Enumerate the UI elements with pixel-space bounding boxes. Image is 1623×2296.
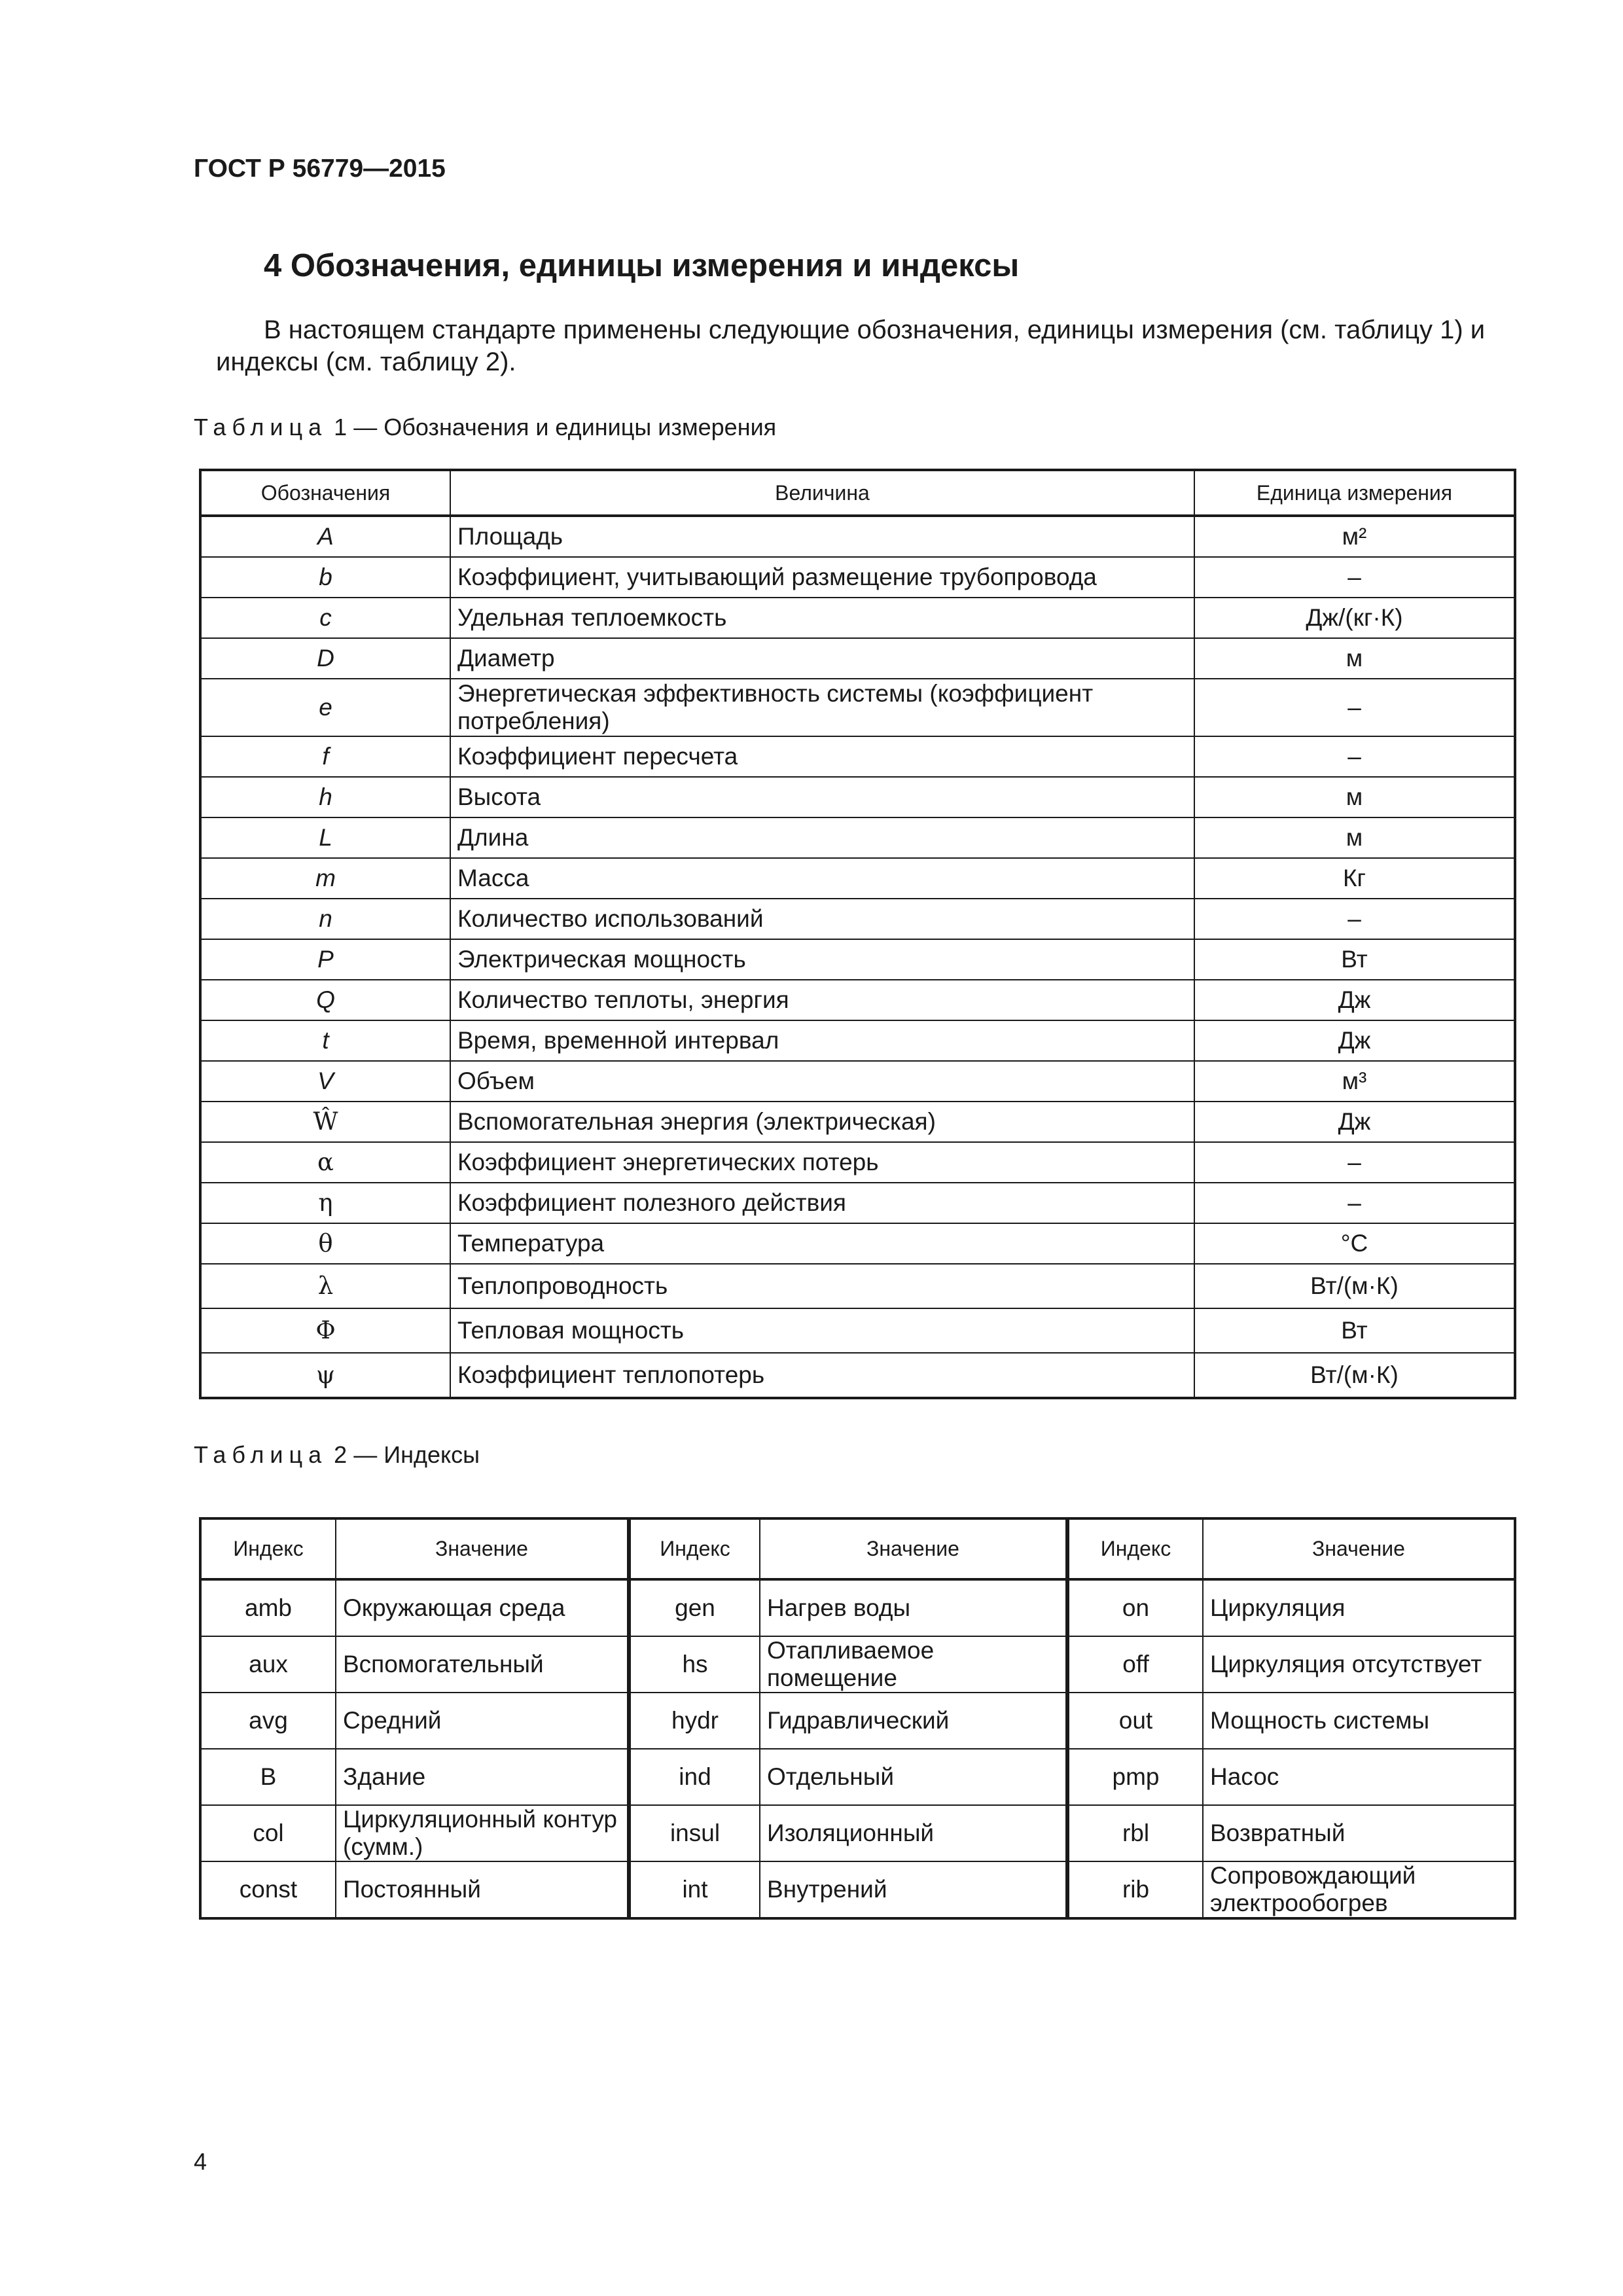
quantity-cell: Длина: [450, 817, 1194, 858]
symbol-cell: ψ: [200, 1353, 450, 1398]
table-row: [200, 1805, 1515, 1861]
table2-caption-text: 2 — Индексы: [334, 1441, 480, 1468]
meaning-cell: Циркуляция отсутствует: [1203, 1636, 1515, 1693]
quantity-cell: Площадь: [450, 516, 1194, 557]
table-row: [200, 638, 1515, 679]
table-row: [200, 1020, 1515, 1061]
symbol-cell: P: [200, 939, 450, 980]
symbol-cell: Ŵ: [200, 1102, 450, 1142]
unit-cell: м: [1194, 638, 1515, 679]
symbol-cell: A: [200, 516, 450, 557]
unit-cell: –: [1194, 1142, 1515, 1183]
table-row: [200, 1579, 1515, 1636]
table-row: [200, 1749, 1515, 1805]
table1-caption-prefix: Таблица: [194, 414, 328, 440]
index-cell: insul: [629, 1805, 760, 1861]
symbol-cell: f: [200, 736, 450, 777]
table-row: [200, 980, 1515, 1020]
unit-cell: –: [1194, 899, 1515, 939]
quantity-cell: Электрическая мощность: [450, 939, 1194, 980]
quantity-cell: Объем: [450, 1061, 1194, 1102]
symbol-cell: Φ: [200, 1308, 450, 1353]
table-row: [200, 516, 1515, 557]
column-header-symbol: Обозначения: [200, 470, 450, 516]
meaning-cell: Мощность системы: [1203, 1693, 1515, 1749]
table1-caption-text: 1 — Обозначения и единицы измерения: [334, 414, 777, 440]
quantity-cell: Коэффициент теплопотерь: [450, 1353, 1194, 1398]
table-row: [200, 858, 1515, 899]
index-cell: int: [629, 1861, 760, 1918]
unit-cell: м³: [1194, 1061, 1515, 1102]
symbol-cell: n: [200, 899, 450, 939]
table-row: [200, 1861, 1515, 1918]
index-cell: ind: [629, 1749, 760, 1805]
quantity-cell: Коэффициент энергетических потерь: [450, 1142, 1194, 1183]
unit-cell: м²: [1194, 516, 1515, 557]
meaning-cell: Нагрев воды: [760, 1579, 1067, 1636]
table-row: [200, 1102, 1515, 1142]
table2-caption-prefix: Таблица: [194, 1441, 328, 1468]
unit-cell: Вт/(м·К): [1194, 1353, 1515, 1398]
index-cell: rib: [1067, 1861, 1203, 1918]
unit-cell: °C: [1194, 1223, 1515, 1264]
index-cell: out: [1067, 1693, 1203, 1749]
indices-table: [199, 1517, 1516, 1920]
index-cell: hs: [629, 1636, 760, 1693]
symbol-cell: V: [200, 1061, 450, 1102]
column-header-quantity: Величина: [450, 470, 1194, 516]
meaning-cell: Средний: [336, 1693, 629, 1749]
index-cell: B: [200, 1749, 336, 1805]
quantity-cell: Количество теплоты, энергия: [450, 980, 1194, 1020]
quantity-cell: Теплопроводность: [450, 1264, 1194, 1308]
unit-cell: м: [1194, 817, 1515, 858]
table-row: [200, 817, 1515, 858]
table-header-row: [200, 1518, 1515, 1579]
symbol-cell: θ: [200, 1223, 450, 1264]
table-row: [200, 1183, 1515, 1223]
symbol-cell: D: [200, 638, 450, 679]
meaning-cell: Изоляционный: [760, 1805, 1067, 1861]
symbol-cell: L: [200, 817, 450, 858]
symbol-cell: h: [200, 777, 450, 817]
unit-cell: Дж/(кг·К): [1194, 598, 1515, 638]
meaning-cell: Циркуляция: [1203, 1579, 1515, 1636]
unit-cell: –: [1194, 557, 1515, 598]
table-row: [200, 1636, 1515, 1693]
quantity-cell: Количество использований: [450, 899, 1194, 939]
symbol-cell: c: [200, 598, 450, 638]
table1-caption: [194, 414, 776, 441]
intro-paragraph: В настоящем стандарте применены следующие обозначения, единицы измерения (см. таблицу 1) и индексы (см. таблицу 2).: [216, 315, 1486, 376]
table-row: [200, 1061, 1515, 1102]
unit-cell: Дж: [1194, 980, 1515, 1020]
quantity-cell: Коэффициент пересчета: [450, 736, 1194, 777]
unit-cell: Вт: [1194, 1308, 1515, 1353]
column-header-meaning: Значение: [760, 1518, 1067, 1579]
unit-cell: Вт: [1194, 939, 1515, 980]
quantity-cell: Время, временной интервал: [450, 1020, 1194, 1061]
table-row: [200, 899, 1515, 939]
meaning-cell: Постоянный: [336, 1861, 629, 1918]
page-number: 4: [194, 2148, 207, 2175]
column-header-index: Индекс: [200, 1518, 336, 1579]
quantity-cell: Тепловая мощность: [450, 1308, 1194, 1353]
index-cell: on: [1067, 1579, 1203, 1636]
index-cell: rbl: [1067, 1805, 1203, 1861]
table-row: [200, 777, 1515, 817]
table-row: [200, 598, 1515, 638]
index-cell: pmp: [1067, 1749, 1203, 1805]
quantity-cell: Вспомогательная энергия (электрическая): [450, 1102, 1194, 1142]
unit-cell: Дж: [1194, 1102, 1515, 1142]
meaning-cell: Здание: [336, 1749, 629, 1805]
quantity-cell: Масса: [450, 858, 1194, 899]
symbol-cell: b: [200, 557, 450, 598]
meaning-cell: Гидравлический: [760, 1693, 1067, 1749]
quantity-cell: Диаметр: [450, 638, 1194, 679]
table-row: [200, 557, 1515, 598]
table2-caption: [194, 1441, 480, 1469]
meaning-cell: Циркуляционный контур (сумм.): [336, 1805, 629, 1861]
unit-cell: Дж: [1194, 1020, 1515, 1061]
section-title: 4 Обозначения, единицы измерения и индексы: [264, 248, 1020, 283]
index-cell: avg: [200, 1693, 336, 1749]
symbol-cell: m: [200, 858, 450, 899]
symbol-cell: α: [200, 1142, 450, 1183]
table-row: [200, 939, 1515, 980]
column-header-meaning: Значение: [336, 1518, 629, 1579]
column-header-meaning: Значение: [1203, 1518, 1515, 1579]
symbol-cell: Q: [200, 980, 450, 1020]
table-row: [200, 736, 1515, 777]
table-row: [200, 1353, 1515, 1398]
index-cell: aux: [200, 1636, 336, 1693]
table-row: [200, 1308, 1515, 1353]
meaning-cell: Отдельный: [760, 1749, 1067, 1805]
meaning-cell: Насос: [1203, 1749, 1515, 1805]
index-cell: gen: [629, 1579, 760, 1636]
table-row: [200, 1223, 1515, 1264]
symbol-cell: λ: [200, 1264, 450, 1308]
column-header-index: Индекс: [1067, 1518, 1203, 1579]
quantity-cell: Температура: [450, 1223, 1194, 1264]
document-code: ГОСТ Р 56779—2015: [194, 154, 446, 183]
unit-cell: –: [1194, 679, 1515, 736]
table-row: [200, 1693, 1515, 1749]
unit-cell: –: [1194, 1183, 1515, 1223]
quantity-cell: Высота: [450, 777, 1194, 817]
index-cell: const: [200, 1861, 336, 1918]
meaning-cell: Окружающая среда: [336, 1579, 629, 1636]
unit-cell: Кг: [1194, 858, 1515, 899]
column-header-unit: Единица измерения: [1194, 470, 1515, 516]
meaning-cell: Сопровождающий электрообогрев: [1203, 1861, 1515, 1918]
table-row: [200, 1264, 1515, 1308]
quantity-cell: Удельная теплоемкость: [450, 598, 1194, 638]
meaning-cell: Отапливаемое помещение: [760, 1636, 1067, 1693]
index-cell: hydr: [629, 1693, 760, 1749]
index-cell: amb: [200, 1579, 336, 1636]
symbol-cell: e: [200, 679, 450, 736]
meaning-cell: Внутрений: [760, 1861, 1067, 1918]
unit-cell: м: [1194, 777, 1515, 817]
unit-cell: Вт/(м·К): [1194, 1264, 1515, 1308]
meaning-cell: Возвратный: [1203, 1805, 1515, 1861]
unit-cell: –: [1194, 736, 1515, 777]
table-row: [200, 1142, 1515, 1183]
index-cell: off: [1067, 1636, 1203, 1693]
symbols-table: [199, 469, 1516, 1399]
column-header-index: Индекс: [629, 1518, 760, 1579]
quantity-cell: Энергетическая эффективность системы (коэффициент потребления): [450, 679, 1194, 736]
quantity-cell: Коэффициент, учитывающий размещение трубопровода: [450, 557, 1194, 598]
quantity-cell: Коэффициент полезного действия: [450, 1183, 1194, 1223]
symbol-cell: η: [200, 1183, 450, 1223]
table-header-row: [200, 470, 1515, 516]
symbol-cell: t: [200, 1020, 450, 1061]
meaning-cell: Вспомогательный: [336, 1636, 629, 1693]
index-cell: col: [200, 1805, 336, 1861]
table-row: [200, 679, 1515, 736]
